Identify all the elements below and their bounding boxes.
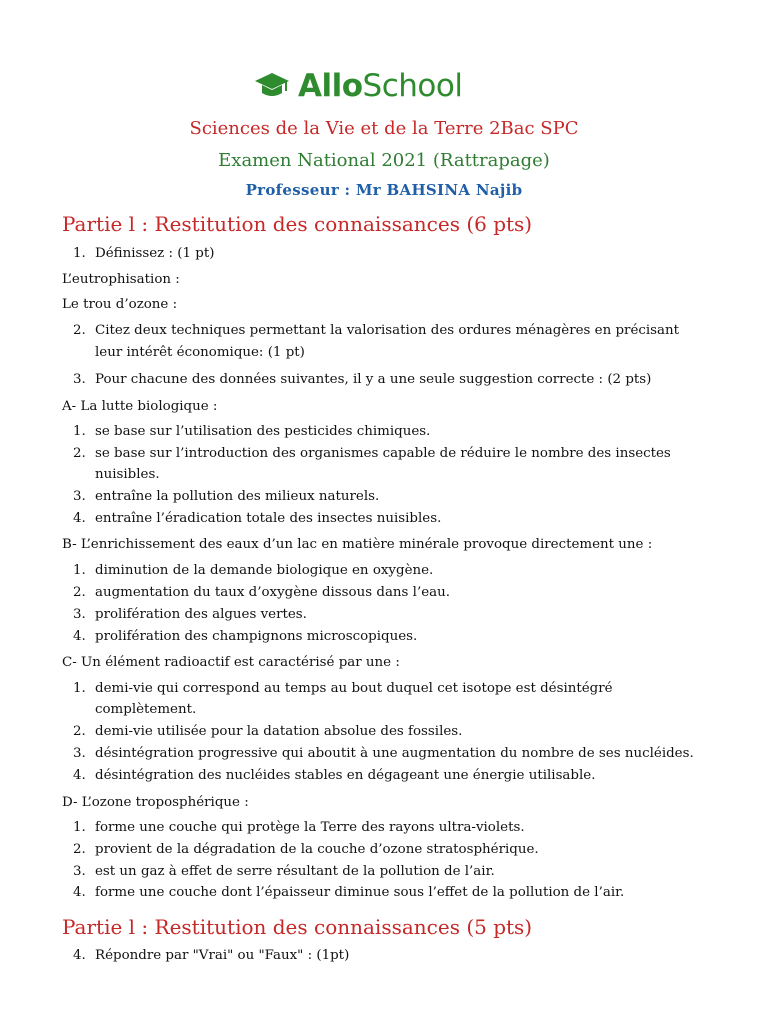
c-item-2-text: demi-vie utilisée pour la datation absolue des fossiles. (95, 724, 463, 739)
d-item-2-number: 2. (73, 842, 86, 857)
part2-heading: Partie l : Restitution des connaissances (5 pts) (62, 915, 533, 939)
d-item-3-number: 3. (73, 864, 86, 879)
b-item-3-number: 3. (73, 607, 86, 622)
d-item-3-text: est un gaz à effet de serre résultant de la pollution de l’air. (95, 864, 495, 879)
a-item-2-text: se base sur l’introduction des organismes capable de réduire le nombre des insectes (95, 446, 671, 461)
q4-number: 4. (73, 948, 86, 963)
section-a-label: A- La lutte biologique : (62, 399, 218, 414)
logo-text (298, 68, 462, 104)
d-item-4-text: forme une couche dont l’épaisseur diminue sous l’effet de la pollution de l’air. (95, 885, 625, 900)
q3-number: 3. (73, 372, 86, 387)
graduation-cap-icon (254, 68, 290, 104)
d-item-1-text: forme une couche qui protège la Terre des rayons ultra-violets. (95, 820, 525, 835)
section-b-label: B- L’enrichissement des eaux d’un lac en matière minérale provoque directement une : (62, 537, 653, 552)
q2-number: 2. (73, 323, 86, 338)
a-item-2-text-cont: nuisibles. (95, 467, 160, 482)
b-item-4-number: 4. (73, 629, 86, 644)
c-item-3-number: 3. (73, 746, 86, 761)
d-item-1-number: 1. (73, 820, 86, 835)
c-item-1-number: 1. (73, 681, 86, 696)
subject-title: Sciences de la Vie et de la Terre 2Bac SPC (189, 118, 579, 139)
a-item-4-number: 4. (73, 511, 86, 526)
b-item-1-text: diminution de la demande biologique en oxygène. (95, 563, 434, 578)
section-d-label: D- L’ozone troposphérique : (62, 795, 249, 810)
b-item-4-text: prolifération des champignons microscopiques. (95, 629, 418, 644)
d-item-4-number: 4. (73, 885, 86, 900)
teacher-name: Professeur : Mr BAHSINA Najib (245, 181, 523, 199)
b-item-1-number: 1. (73, 563, 86, 578)
a-item-1-number: 1. (73, 424, 86, 439)
b-item-3-text: prolifération des algues vertes. (95, 607, 307, 622)
q1-number: 1. (73, 246, 86, 261)
q4-text: Répondre par "Vrai" ou "Faux" : (1pt) (95, 948, 350, 963)
b-item-2-number: 2. (73, 585, 86, 600)
q3-text: Pour chacune des données suivantes, il y a une seule suggestion correcte : (2 pts) (95, 372, 652, 387)
a-item-3-number: 3. (73, 489, 86, 504)
a-item-3-text: entraîne la pollution des milieux naturels. (95, 489, 380, 504)
c-item-4-number: 4. (73, 768, 86, 783)
logo-text-bold: Allo (298, 68, 363, 104)
a-item-1-text: se base sur l’utilisation des pesticides chimiques. (95, 424, 431, 439)
c-item-2-number: 2. (73, 724, 86, 739)
part1-heading: Partie l : Restitution des connaissances (6 pts) (62, 212, 533, 236)
c-item-3-text: désintégration progressive qui aboutit à une augmentation du nombre de ses nucléides. (95, 746, 694, 761)
definition-eutrophisation: L’eutrophisation : (62, 272, 180, 287)
alloschool-logo[interactable] (254, 66, 462, 106)
b-item-2-text: augmentation du taux d’oxygène dissous dans l’eau. (95, 585, 451, 600)
q2-text-line2: leur intérêt économique: (1 pt) (95, 345, 305, 360)
d-item-2-text: provient de la dégradation de la couche d’ozone stratosphérique. (95, 842, 539, 857)
c-item-4-text: désintégration des nucléides stables en dégageant une énergie utilisable. (95, 768, 596, 783)
a-item-4-text: entraîne l’éradication totale des insectes nuisibles. (95, 511, 442, 526)
c-item-1-text: demi-vie qui correspond au temps au bout duquel cet isotope est désintégré (95, 681, 613, 696)
exam-title: Examen National 2021 (Rattrapage) (218, 150, 550, 171)
q2-text-line1: Citez deux techniques permettant la valorisation des ordures ménagères en précisant (95, 323, 680, 338)
q1-text: Définissez : (1 pt) (95, 246, 215, 261)
definition-ozone-hole: Le trou d’ozone : (62, 297, 178, 312)
c-item-1-text-cont: complètement. (95, 702, 197, 717)
a-item-2-number: 2. (73, 446, 86, 461)
logo-text-rest: School (362, 68, 463, 104)
section-c-label: C- Un élément radioactif est caractérisé par une : (62, 655, 400, 670)
